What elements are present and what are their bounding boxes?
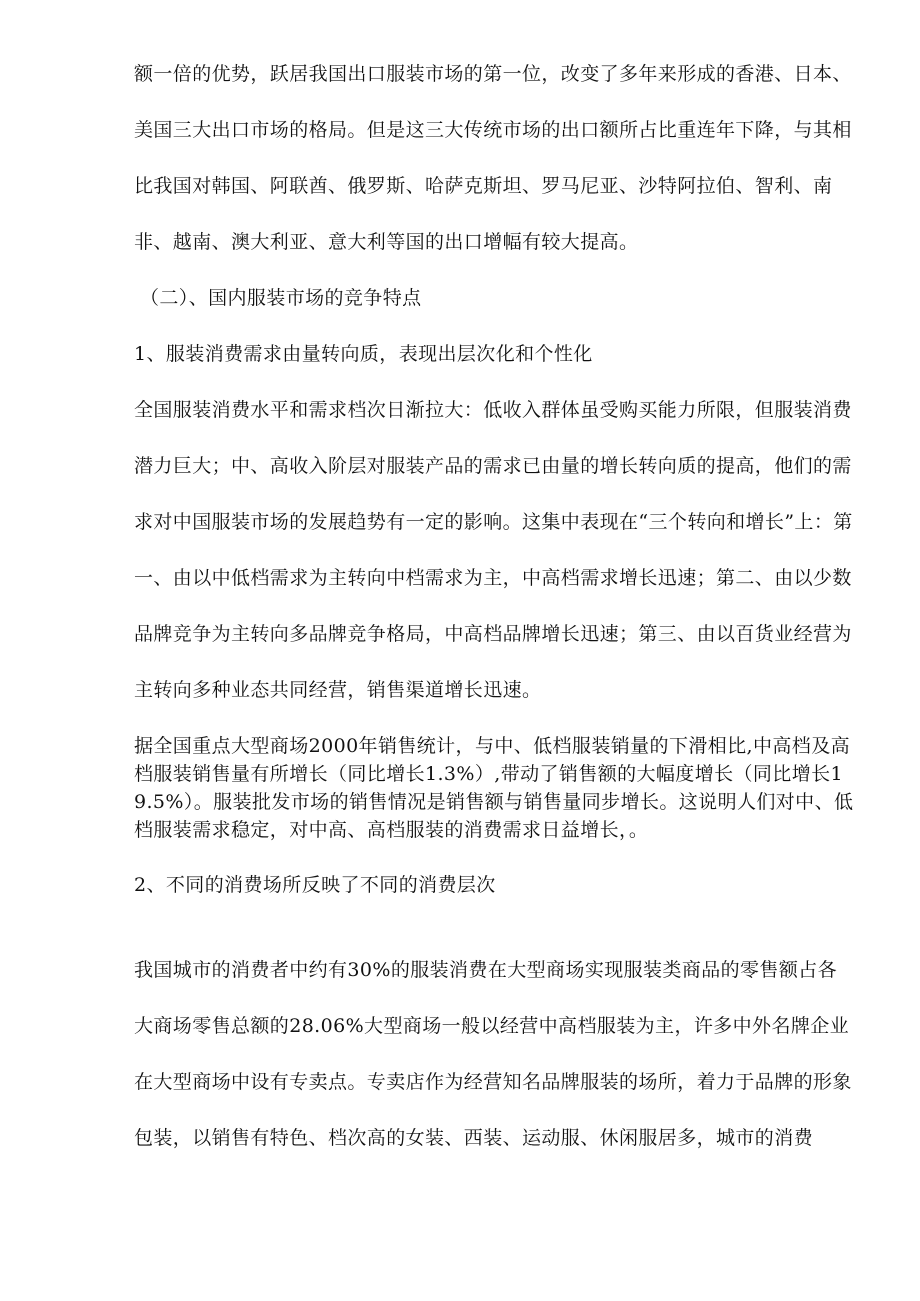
intro-paragraph: 额一倍的优势，跃居我国出口服装市场的第一位，改变了多年来形成的香港、日本、美国三大出口市场的格局。但是这三大传统市场的出口额所占比重连年下降，与其相比我国对韩国、阿联酋、俄罗斯、哈萨克斯坦、罗马尼亚、沙特阿拉伯、智利、南非、越南、澳大利亚、意大利等国的出口增幅有较大提高。: [134, 63, 852, 253]
subsection-heading-2: 2、不同的消费场所反映了不同的消费层次: [134, 874, 496, 896]
paragraph-sales-statistics: 据全国重点大型商场2000年销售统计，与中、低档服装销量的下滑相比,中高档及高档服装销售量有所增长（同比增长1.3%）,带动了销售额的大幅度增长（同比增长19.5%）。服装批发市场的销售情况是销售额与销售量同步增长。这说明人们对中、低档服装需求稳定，对中高、高档服装的消费需求日益增长，。: [134, 735, 854, 841]
subsection-heading-1: 1、服装消费需求由量转向质，表现出层次化和个性化: [134, 343, 593, 365]
paragraph-consumption-demand: 全国服装消费水平和需求档次日渐拉大：低收入群体虽受购买能力所限，但服装消费潜力巨大；中、高收入阶层对服装产品的需求已由量的增长转向质的提高，他们的需求对中国服装市场的发展趋势有一定的影响。这集中表现在“三个转向和增长”上：第一、由以中低档需求为主转向中档需求为主，中高档需求增长迅速；第二、由以少数品牌竞争为主转向多品牌竞争格局，中高档品牌增长迅速；第三、由以百货业经营为主转向多种业态共同经营，销售渠道增长迅速。: [134, 399, 853, 701]
section-title: （二）、国内服装市场的竞争特点: [140, 287, 422, 309]
paragraph-consumption-venues: 我国城市的消费者中约有30%的服装消费在大型商场实现服装类商品的零售额占各大商场零售总额的28.06%大型商场一般以经营中高档服装为主，许多中外名牌企业在大型商场中设有专卖点。专卖店作为经营知名品牌服装的场所，着力于品牌的形象包装，以销售有特色、档次高的女装、西装、运动服、休闲服居多，城市的消费: [134, 959, 852, 1149]
